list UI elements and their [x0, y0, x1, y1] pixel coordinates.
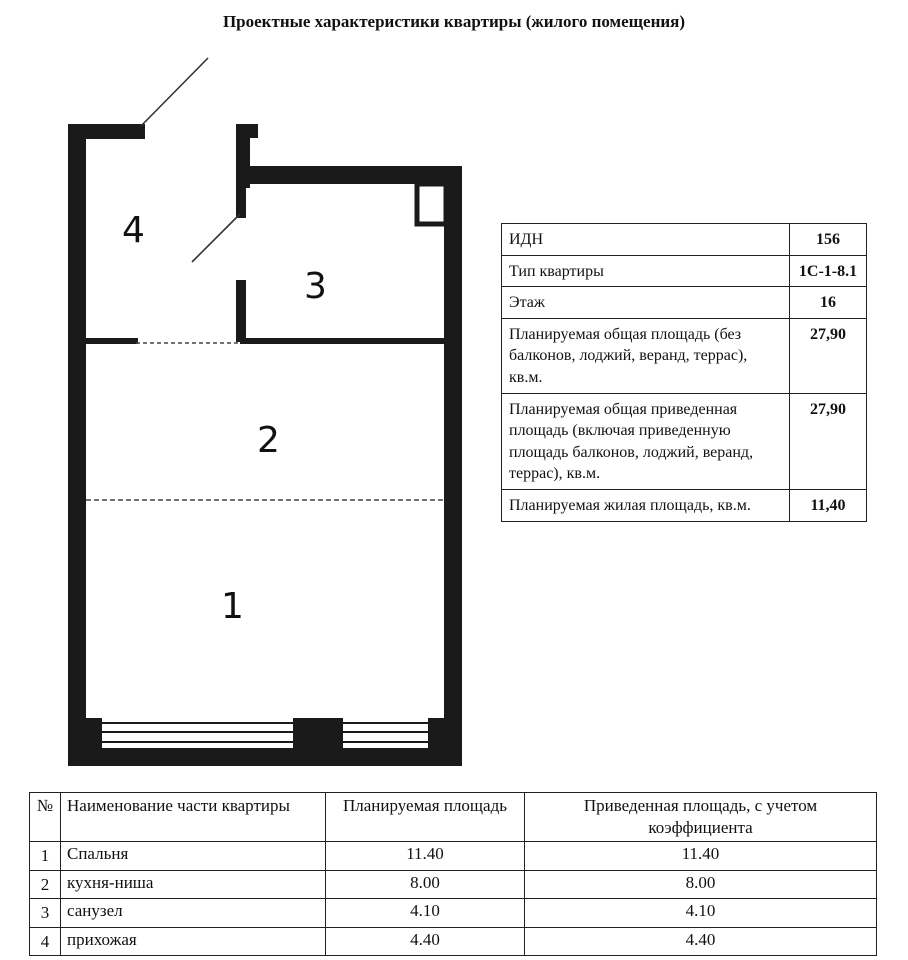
header-area: Планируемая площадь [326, 793, 525, 842]
bathroom-door [192, 214, 240, 262]
row-reduced-area: 8.00 [525, 870, 877, 898]
row-area: 8.00 [326, 870, 525, 898]
row-reduced-area: 4.40 [525, 927, 877, 955]
shaft [417, 184, 446, 224]
table-row [30, 899, 877, 927]
room-label-4: 4 [122, 210, 145, 251]
info-value: 16 [790, 287, 867, 319]
row-name: кухня-ниша [61, 870, 326, 898]
room-label-2: 2 [257, 420, 280, 461]
info-row [502, 255, 867, 287]
row-area: 11.40 [326, 842, 525, 870]
info-label: Планируемая общая приведенная площадь (включая приведенную площадь балконов, лоджий, веранд, террас), кв.м. [502, 393, 790, 489]
row-name: Спальня [61, 842, 326, 870]
info-value: 11,40 [790, 489, 867, 521]
rooms-table-header [30, 793, 877, 842]
table-row [30, 842, 877, 870]
row-name: прихожая [61, 927, 326, 955]
row-number: 3 [30, 899, 61, 927]
page-title: Проектные характеристики квартиры (жилого помещения) [222, 12, 686, 31]
info-value: 27,90 [790, 318, 867, 393]
info-label: Планируемая общая площадь (без балконов, лоджий, веранд, террас), кв.м. [502, 318, 790, 393]
header-reduced-area: Приведенная площадь, с учетом коэффициента [525, 793, 877, 842]
info-value: 1С-1-8.1 [790, 255, 867, 287]
row-number: 4 [30, 927, 61, 955]
row-number: 2 [30, 870, 61, 898]
row-area: 4.40 [326, 927, 525, 955]
window [102, 723, 428, 752]
row-reduced-area: 11.40 [525, 842, 877, 870]
room-label-1: 1 [221, 586, 244, 627]
info-row [502, 287, 867, 319]
row-name: санузел [61, 899, 326, 927]
header-name: Наименование части квартиры [61, 793, 326, 842]
info-value: 156 [790, 224, 867, 256]
info-row [502, 224, 867, 256]
info-label: Этаж [502, 287, 790, 319]
info-label: ИДН [502, 224, 790, 256]
apartment-info-table [501, 223, 867, 522]
header-number: № [30, 793, 61, 842]
rooms-table [29, 792, 877, 956]
info-value: 27,90 [790, 393, 867, 489]
entrance-door [141, 58, 208, 126]
info-label: Тип квартиры [502, 255, 790, 287]
room-label-3: 3 [304, 266, 327, 307]
table-row [30, 870, 877, 898]
row-number: 1 [30, 842, 61, 870]
row-reduced-area: 4.10 [525, 899, 877, 927]
table-row [30, 927, 877, 955]
row-area: 4.10 [326, 899, 525, 927]
info-row [502, 489, 867, 521]
info-row [502, 393, 867, 489]
info-label: Планируемая жилая площадь, кв.м. [502, 489, 790, 521]
info-row [502, 318, 867, 393]
